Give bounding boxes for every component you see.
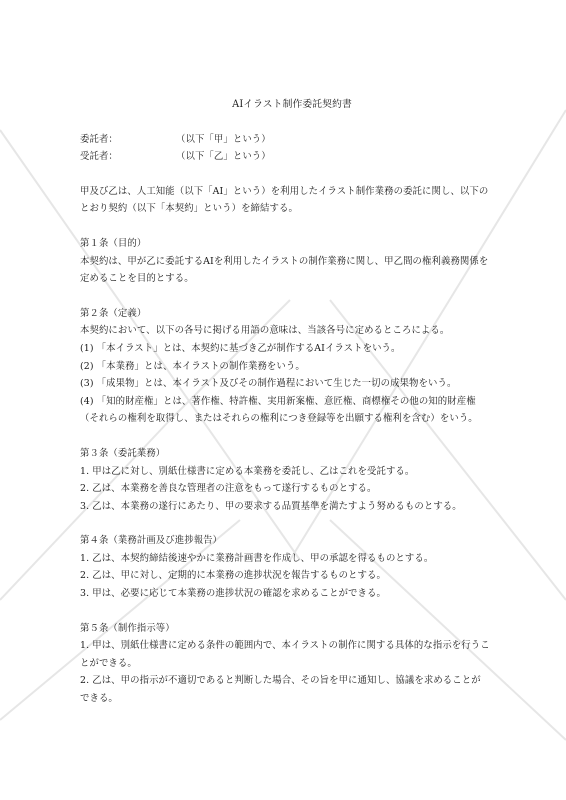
article-1 bbox=[80, 235, 490, 288]
definition-item: (1) 「本イラスト」とは、本契約に基づき乙が制作するAIイラストをいう。 bbox=[80, 342, 401, 354]
clause-item: 2. 乙は、本業務を善良な管理者の注意をもって遂行するものとする。 bbox=[80, 483, 377, 495]
clause-item: 2. 乙は、甲の指示が不適切であると判断した場合、その旨を甲に通知し、協議を求めることができる。 bbox=[80, 675, 481, 705]
article-heading: 第１条（目的） bbox=[80, 237, 147, 249]
document-title: AIイラスト制作委託契約書 bbox=[232, 99, 352, 110]
article-2 bbox=[80, 305, 490, 428]
clause-item: 1. 乙は、本契約締結後速やかに業務計画書を作成し、甲の承認を得るものとする。 bbox=[80, 552, 434, 564]
article-paragraph: 本契約において、以下の各号に掲げる用語の意味は、当該各号に定めるところによる。 bbox=[80, 325, 450, 337]
clause-item: 1. 甲は、別紙仕様書に定める条件の範囲内で、本イラストの制作に関する具体的な指示を行うことができる。 bbox=[80, 640, 490, 669]
clause-item: 3. 甲は、必要に応じて本業務の進捗状況の確認を求めることができる。 bbox=[80, 588, 386, 600]
article-5 bbox=[80, 620, 490, 708]
definition-item: (4) 「知的財産権」とは、著作権、特許権、実用新案権、意匠権、商標権その他の知的財産権（それらの権利を取得し、またはそれらの権利につき登録等を出願する権利を含む）をいう。 bbox=[80, 395, 478, 425]
article-3 bbox=[80, 445, 490, 515]
clause-item: 1. 甲は乙に対し、別紙仕様書に定める本業務を委託し、乙はこれを受託する。 bbox=[80, 465, 415, 477]
definition-item: (2) 「本業務」とは、本イラストの制作業務をいう。 bbox=[80, 360, 305, 372]
party-contractor bbox=[80, 148, 490, 166]
clause-item: 2. 乙は、甲に対し、定期的に本業務の進捗状況を報告するものとする。 bbox=[80, 570, 386, 582]
party-label: 受託者： bbox=[80, 151, 118, 163]
party-alias: （以下「乙」という） bbox=[176, 151, 271, 163]
intro-paragraph: 甲及び乙は、人工知能（以下「AI」という）を利用したイラスト制作業務の委託に関し、以下のとおり契約（以下「本契約」という）を締結する。 bbox=[80, 185, 489, 215]
clause-item: 3. 乙は、本業務の遂行にあたり、甲の要求する品質基準を満たすよう努めるものとする。 bbox=[80, 500, 462, 512]
definition-item: (3) 「成果物」とは、本イラスト及びその制作過程において生じた一切の成果物をいう。 bbox=[80, 378, 457, 390]
article-heading: 第２条（定義） bbox=[80, 307, 147, 319]
article-heading: 第５条（制作指示等） bbox=[80, 622, 175, 634]
party-alias: （以下「甲」という） bbox=[176, 133, 271, 145]
article-heading: 第４条（業務計画及び進捗報告） bbox=[80, 535, 223, 547]
party-label: 委託者： bbox=[80, 133, 118, 145]
article-paragraph: 本契約は、甲が乙に委託するAIを利用したイラストの制作業務に関し、甲乙間の権利義務関係を定めることを目的とする。 bbox=[80, 255, 489, 285]
article-heading: 第３条（委託業務） bbox=[80, 447, 166, 459]
party-consignor bbox=[80, 131, 490, 149]
document-body bbox=[80, 96, 490, 708]
article-4 bbox=[80, 532, 490, 602]
